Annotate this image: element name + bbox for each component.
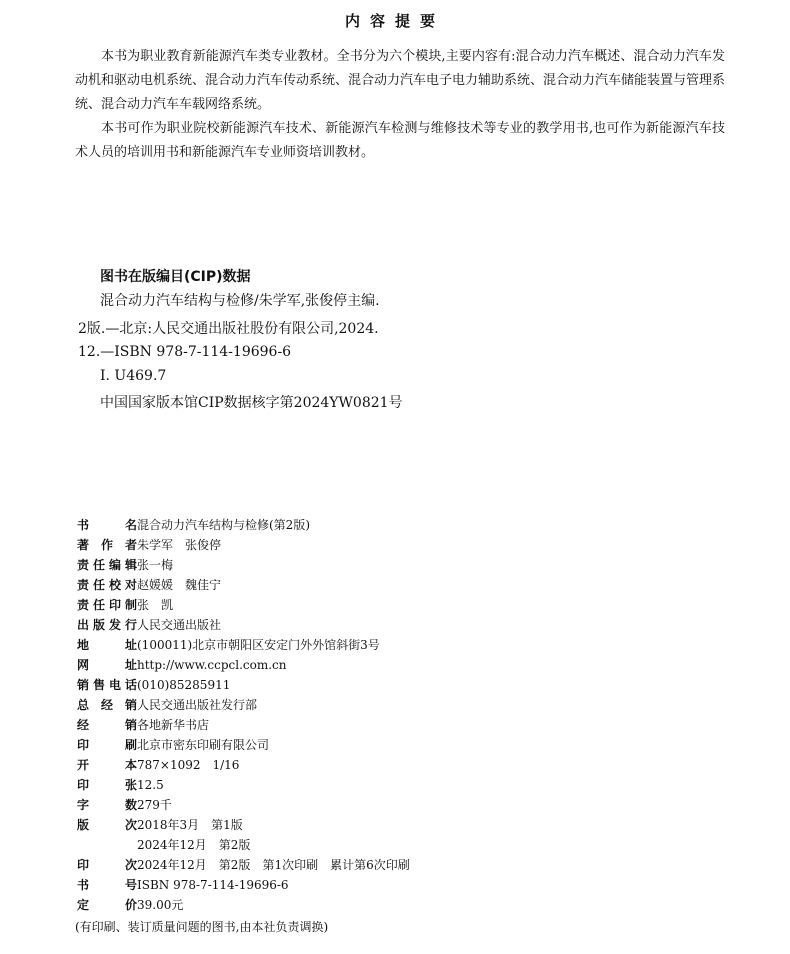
info-label: 著作者 bbox=[77, 538, 137, 552]
info-value: (100011)北京市朝阳区安定门外外馆斜街3号 bbox=[137, 638, 380, 652]
info-row-address bbox=[77, 635, 380, 655]
info-label: 印刷 bbox=[77, 738, 137, 752]
abstract-paragraph-1: 本书为职业教育新能源汽车类专业教材。全书分为六个模块,主要内容有:混合动力汽车概述、混合动力汽车发动机和驱动电机系统、混合动力汽车传动系统、混合动力汽车电子电力辅助系统、混合动力汽车储能装置与管理系统、混合动力汽车车载网络系统。 bbox=[75, 49, 726, 112]
info-label: 书名 bbox=[77, 518, 137, 532]
info-value: 2018年3月 第1版 bbox=[137, 818, 243, 832]
info-row-format bbox=[77, 755, 239, 775]
info-row-word-count bbox=[77, 795, 172, 815]
info-label: 定价 bbox=[77, 898, 137, 912]
info-label: 地址 bbox=[77, 638, 137, 652]
info-label: 销售电话 bbox=[77, 678, 137, 692]
info-value: 人民交通出版社 bbox=[137, 618, 222, 632]
info-value: 12.5 bbox=[137, 778, 164, 792]
quality-note: (有印刷、装订质量问题的图书,由本社负责调换) bbox=[75, 920, 329, 934]
info-row-book-name bbox=[77, 515, 310, 535]
info-value: (010)85285911 bbox=[137, 678, 231, 692]
info-value: 各地新华书店 bbox=[137, 718, 210, 732]
info-row-publisher bbox=[77, 615, 221, 635]
info-label: 版次 bbox=[77, 818, 137, 832]
info-label: 字数 bbox=[77, 798, 137, 812]
info-row-proofreader bbox=[77, 575, 221, 595]
abstract-body bbox=[75, 45, 725, 165]
info-value: 张 凯 bbox=[137, 598, 174, 612]
info-label: 经销 bbox=[77, 718, 137, 732]
info-label: 出版发行 bbox=[77, 618, 137, 632]
info-label: 责任校对 bbox=[77, 578, 137, 592]
info-row-distributor bbox=[77, 715, 209, 735]
info-row-editor bbox=[77, 555, 173, 575]
info-row-printed-sheets bbox=[77, 775, 164, 795]
info-row-price bbox=[77, 895, 183, 915]
cip-line-record-number: 中国国家版本馆CIP数据核字第2024YW0821号 bbox=[100, 395, 403, 411]
info-value: 混合动力汽车结构与检修(第2版) bbox=[137, 518, 310, 532]
info-value: 279千 bbox=[137, 798, 172, 812]
info-row-website bbox=[77, 655, 286, 675]
info-label: 开本 bbox=[77, 758, 137, 772]
cip-line-edition: 2版.—北京:人民交通出版社股份有限公司,2024. bbox=[78, 321, 379, 337]
cip-line-isbn: 12.—ISBN 978-7-114-19696-6 bbox=[78, 344, 292, 360]
info-label: 责任编辑 bbox=[77, 558, 137, 572]
info-row-sales-phone bbox=[77, 675, 230, 695]
info-value: 2024年12月 第2版 bbox=[137, 838, 251, 852]
abstract-paragraph-2: 本书可作为职业院校新能源汽车技术、新能源汽车检测与维修技术等专业的教学用书,也可作为新能源汽车技术人员的培训用书和新能源汽车专业师资培训教材。 bbox=[75, 121, 725, 160]
info-row-edition bbox=[77, 815, 243, 835]
info-value: 朱学军 张俊停 bbox=[137, 538, 222, 552]
info-value: http://www.ccpcl.com.cn bbox=[137, 658, 287, 672]
info-label: 总经销 bbox=[77, 698, 137, 712]
info-value: 39.00元 bbox=[137, 898, 184, 912]
info-label: 责任印制 bbox=[77, 598, 137, 612]
info-value: 2024年12月 第2版 第1次印刷 累计第6次印刷 bbox=[137, 858, 410, 872]
info-row-isbn bbox=[77, 875, 289, 895]
info-label: 印次 bbox=[77, 858, 137, 872]
info-value: 张一梅 bbox=[137, 558, 174, 572]
info-row-printer bbox=[77, 735, 269, 755]
info-value: 人民交通出版社发行部 bbox=[137, 698, 258, 712]
info-row-general-distributor bbox=[77, 695, 257, 715]
cip-line-classification: Ⅰ. U469.7 bbox=[100, 368, 167, 384]
cip-heading: 图书在版编目(CIP)数据 bbox=[100, 269, 251, 285]
info-row-authors bbox=[77, 535, 221, 555]
info-value: 787×1092 1/16 bbox=[137, 758, 240, 772]
info-row-edition-2 bbox=[77, 835, 250, 855]
info-label: 印张 bbox=[77, 778, 137, 792]
info-value: 北京市密东印刷有限公司 bbox=[137, 738, 270, 752]
cip-line-title: 混合动力汽车结构与检修/朱学军,张俊停主编. bbox=[100, 293, 380, 309]
info-value: ISBN 978-7-114-19696-6 bbox=[137, 878, 289, 892]
info-row-impression bbox=[77, 855, 410, 875]
info-row-print-supervisor bbox=[77, 595, 173, 615]
info-label: 网址 bbox=[77, 658, 137, 672]
abstract-title: 内容提要 bbox=[344, 12, 445, 30]
info-value: 赵媛媛 魏佳宁 bbox=[137, 578, 222, 592]
info-label: 书号 bbox=[77, 878, 137, 892]
